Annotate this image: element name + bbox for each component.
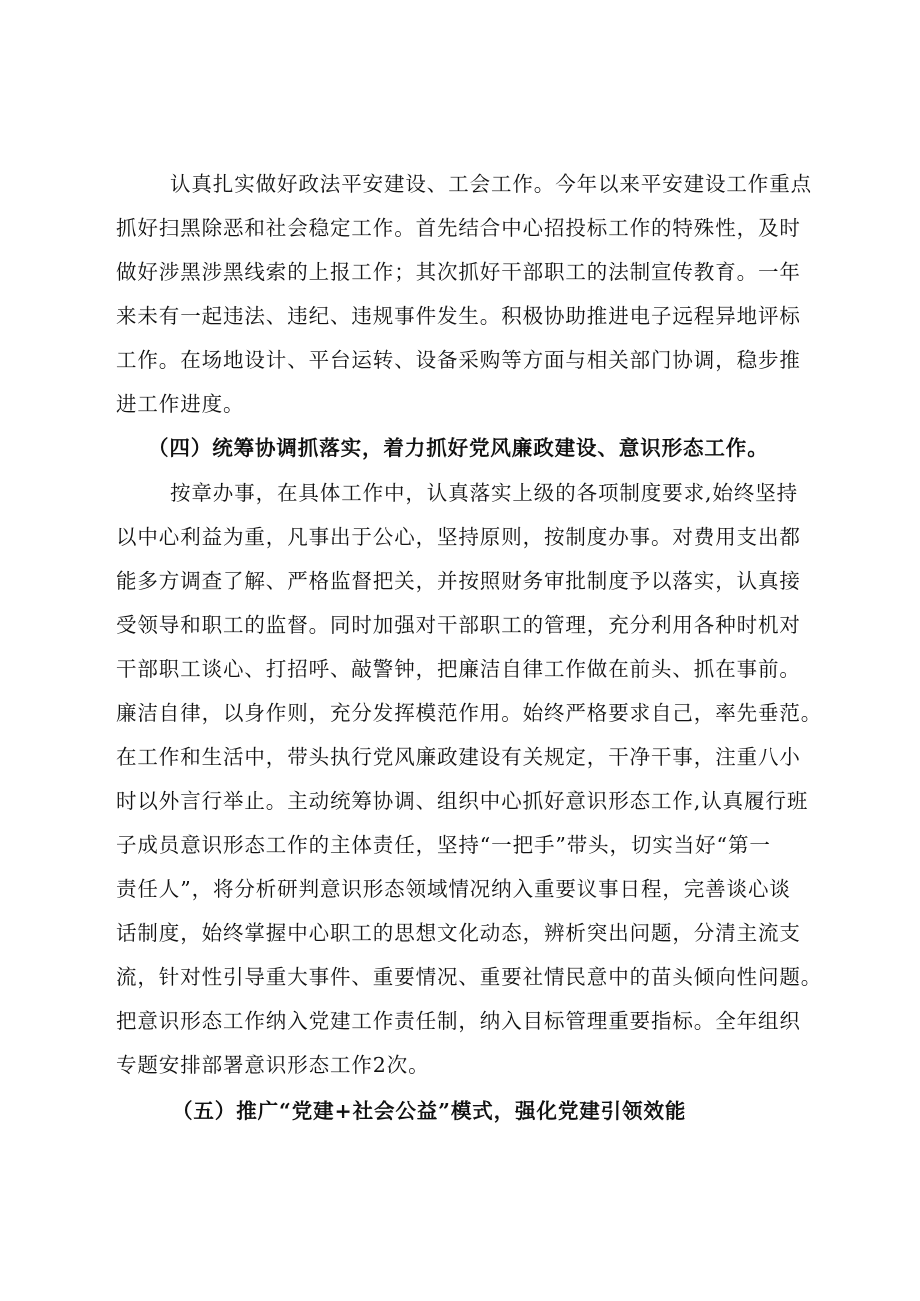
paragraph-2-line-11: 话制度，始终掌握中心职工的思想文化动态，辨析突出问题，分清主流支 <box>116 921 801 945</box>
paragraph-2-line-4: 受领导和职工的监督。同时加强对干部职工的管理，充分利用各种时机对 <box>116 613 801 637</box>
paragraph-2-line-13: 把意识形态工作纳入党建工作责任制，纳入目标管理重要指标。全年组织 <box>116 1009 801 1033</box>
paragraph-1-line-1: 认真扎实做好政法平安建设、工会工作。今年以来平安建设工作重点 <box>170 172 812 196</box>
paragraph-2-line-1: 按章办事，在具体工作中，认真落实上级的各项制度要求,始终坚持 <box>170 481 799 505</box>
paragraph-2-line-5: 干部职工谈心、打招呼、敲警钟，把廉洁自律工作做在前头、抓在事前。 <box>116 657 801 681</box>
paragraph-1-line-6: 进工作进度。 <box>116 392 245 416</box>
paragraph-2-line-14: 专题安排部署意识形态工作2次。 <box>116 1053 430 1077</box>
paragraph-2-line-8: 时以外言行举止。主动统筹协调、组织中心抓好意识形态工作,认真履行班 <box>116 789 809 813</box>
paragraph-1-line-2: 抓好扫黑除恶和社会稳定工作。首先结合中心招投标工作的特殊性，及时 <box>116 216 801 240</box>
paragraph-1-line-3: 做好涉黑涉黑线索的上报工作；其次抓好干部职工的法制宣传教育。一年 <box>116 260 801 284</box>
paragraph-2-line-9: 子成员意识形态工作的主体责任，坚持“一把手”带头，切实当好“第一 <box>116 833 771 857</box>
paragraph-2-line-12: 流，针对性引导重大事件、重要情况、重要社情民意中的苗头倾向性问题。 <box>116 965 823 989</box>
paragraph-2-line-6: 廉洁自律，以身作则，充分发挥模范作用。始终严格要求自己，率先垂范。 <box>116 701 823 725</box>
paragraph-2-line-3: 能多方调查了解、严格监督把关，并按照财务审批制度予以落实，认真接 <box>116 569 801 593</box>
paragraph-2-line-7: 在工作和生活中，带头执行党风廉政建设有关规定，干净干事，注重八小 <box>116 745 801 769</box>
section-heading-5: （五）推广“党建+社会公益”模式，强化党建引领效能 <box>172 1099 687 1123</box>
section-heading-4: （四）统筹协调抓落实，着力抓好党风廉政建设、意识形态工作。 <box>148 436 769 460</box>
paragraph-2-line-10: 责任人”，将分析研判意识形态领域情况纳入重要议事日程，完善谈心谈 <box>116 877 791 901</box>
paragraph-2-line-2: 以中心利益为重，凡事出于公心，坚持原则，按制度办事。对费用支出都 <box>116 525 801 549</box>
paragraph-1-line-4: 来未有一起违法、违纪、违规事件发生。积极协助推进电子远程异地评标 <box>116 304 801 328</box>
paragraph-1-line-5: 工作。在场地设计、平台运转、设备采购等方面与相关部门协调，稳步推 <box>116 348 801 372</box>
